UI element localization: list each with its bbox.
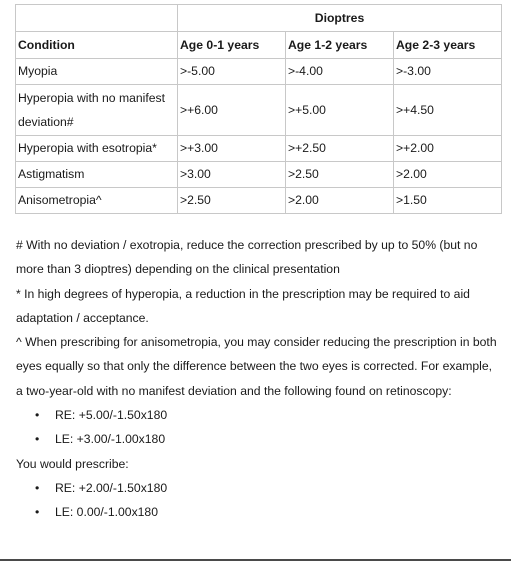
value-cell: >2.50 [286, 162, 394, 188]
prescribing-criteria-table [15, 4, 502, 214]
table-row [16, 136, 502, 162]
value-cell: >-5.00 [178, 59, 286, 85]
bullet-icon: • [35, 480, 40, 495]
dioptres-group-header: Dioptres [178, 5, 502, 32]
value-cell: >+4.50 [394, 85, 502, 136]
value-cell: >+6.00 [178, 85, 286, 136]
prescribe-intro: You would prescribe: [16, 456, 129, 471]
footnote-hash: # With no deviation / exotropia, reduce the correction prescribed by up to 50% (but no more than 3 dioptres) depending on the clinical presentation [16, 238, 478, 277]
table-row [16, 59, 502, 85]
value-cell: >+3.00 [178, 136, 286, 162]
value-cell: >2.50 [178, 188, 286, 214]
column-header-age-1-2: Age 1-2 years [286, 32, 394, 59]
table-empty-corner-cell [16, 5, 178, 32]
value-cell: >+2.50 [286, 136, 394, 162]
condition-cell: Hyperopia with esotropia* [16, 136, 178, 162]
list-item-text: RE: +5.00/-1.50x180 [55, 408, 168, 423]
value-cell: >2.00 [286, 188, 394, 214]
table-row [16, 85, 502, 136]
column-header-age-2-3: Age 2-3 years [394, 32, 502, 59]
value-cell: >3.00 [178, 162, 286, 188]
footnote-star: * In high degrees of hyperopia, a reduction in the prescription may be required to aid adaptation / acceptance. [16, 286, 470, 325]
list-item [16, 500, 502, 524]
value-cell: >2.00 [394, 162, 502, 188]
list-item [16, 476, 502, 500]
bullet-icon: • [35, 432, 40, 447]
list-item [16, 427, 502, 451]
footnote-caret: ^ When prescribing for anisometropia, you may consider reducing the prescription in both eyes equally so that only the difference between the two eyes is corrected. For example, a two-year-old with no manifest deviation and the following found on retinoscopy: [16, 335, 497, 398]
value-cell: >+2.00 [394, 136, 502, 162]
bullet-icon: • [35, 408, 40, 423]
footnotes [16, 233, 502, 525]
retinoscopy-list [16, 403, 502, 452]
list-item [16, 403, 502, 427]
table-group-header-row [16, 5, 502, 32]
table-column-header-row [16, 32, 502, 59]
column-header-age-0-1: Age 0-1 years [178, 32, 286, 59]
table-row [16, 188, 502, 214]
list-item-text: LE: +3.00/-1.00x180 [55, 432, 166, 447]
condition-cell: Hyperopia with no manifest deviation# [16, 85, 178, 136]
value-cell: >-3.00 [394, 59, 502, 85]
condition-cell: Anisometropia^ [16, 188, 178, 214]
bullet-icon: • [35, 505, 40, 520]
value-cell: >+5.00 [286, 85, 394, 136]
list-item-text: RE: +2.00/-1.50x180 [55, 480, 168, 495]
column-header-condition: Condition [16, 32, 178, 59]
list-item-text: LE: 0.00/-1.00x180 [55, 505, 158, 520]
value-cell: >-4.00 [286, 59, 394, 85]
condition-cell: Myopia [16, 59, 178, 85]
prescription-list [16, 476, 502, 525]
value-cell: >1.50 [394, 188, 502, 214]
condition-cell: Astigmatism [16, 162, 178, 188]
table-row [16, 162, 502, 188]
